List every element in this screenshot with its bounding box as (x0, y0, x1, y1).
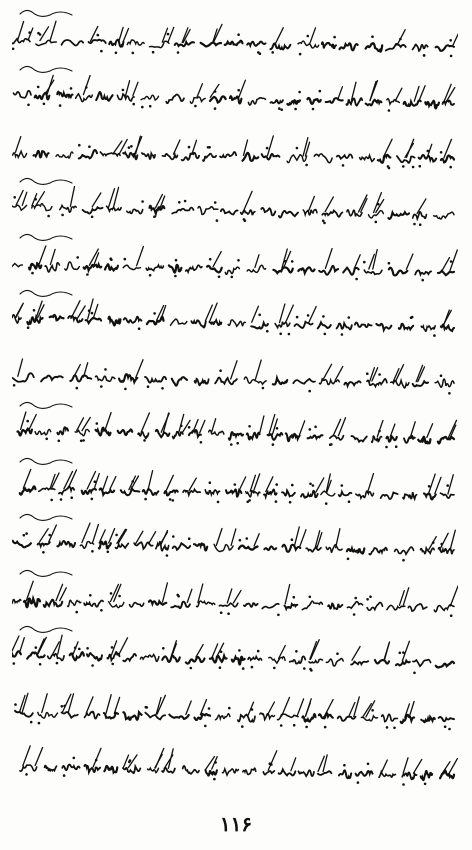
line-transcription (12, 194, 458, 222)
diacritic-dot (385, 446, 388, 449)
line-transcription (12, 82, 458, 110)
diacritic-dot (355, 278, 358, 281)
manuscript-line (12, 72, 458, 120)
interlinear-strokes (16, 6, 76, 20)
manuscript-line (12, 16, 458, 64)
diacritic-dot (433, 334, 436, 337)
line-transcription (12, 26, 458, 54)
manuscript-line (12, 688, 458, 736)
diacritic-dot (413, 672, 416, 675)
manuscript-line (12, 520, 458, 568)
line-transcription (12, 642, 458, 670)
manuscript-line (12, 576, 458, 624)
interlinear-strokes (16, 566, 76, 580)
interlinear-strokes (16, 454, 76, 468)
diacritic-dot (419, 223, 422, 226)
diacritic-dot (388, 167, 391, 170)
diacritic-dot (325, 502, 328, 505)
manuscript-text-block (10, 10, 462, 800)
diacritic-dot (412, 166, 415, 169)
manuscript-line (12, 744, 458, 792)
line-transcription (12, 362, 458, 390)
line-transcription (12, 474, 458, 502)
interlinear-strokes (16, 62, 76, 76)
diacritic-dot (450, 614, 453, 617)
line-transcription (12, 306, 458, 334)
diacritic-dot (421, 279, 424, 282)
diacritic-dot (308, 390, 311, 393)
diacritic-dot (424, 783, 427, 786)
line-transcription (12, 138, 458, 166)
manuscript-line (12, 184, 458, 232)
diacritic-dot (386, 726, 389, 729)
interlinear-strokes (16, 230, 76, 244)
manuscript-line (12, 352, 458, 400)
manuscript-line (12, 408, 458, 456)
diacritic-dot (449, 166, 452, 169)
manuscript-line (12, 632, 458, 680)
diacritic-dot (413, 223, 416, 226)
diacritic-dot (393, 727, 396, 730)
interlinear-strokes (16, 286, 76, 300)
line-transcription (12, 754, 458, 782)
diacritic-dot (448, 392, 451, 395)
diacritic-dot (448, 728, 451, 731)
line-transcription (12, 250, 458, 278)
interlinear-strokes (16, 510, 76, 524)
interlinear-strokes (16, 174, 76, 188)
manuscript-line (12, 296, 458, 344)
line-transcription (12, 418, 458, 446)
interlinear-strokes (16, 622, 76, 636)
diacritic-dot (402, 783, 405, 786)
manuscript-line (12, 464, 458, 512)
line-transcription (12, 698, 458, 726)
line-transcription (12, 586, 458, 614)
page-number: ۱۱۶ (219, 812, 253, 836)
diacritic-dot (423, 54, 426, 57)
manuscript-line (12, 128, 458, 176)
diacritic-dot (450, 55, 453, 58)
line-transcription (12, 530, 458, 558)
diacritic-dot (402, 559, 405, 562)
diacritic-dot (324, 726, 327, 729)
interlinear-strokes (16, 398, 76, 412)
manuscript-line (12, 240, 458, 288)
